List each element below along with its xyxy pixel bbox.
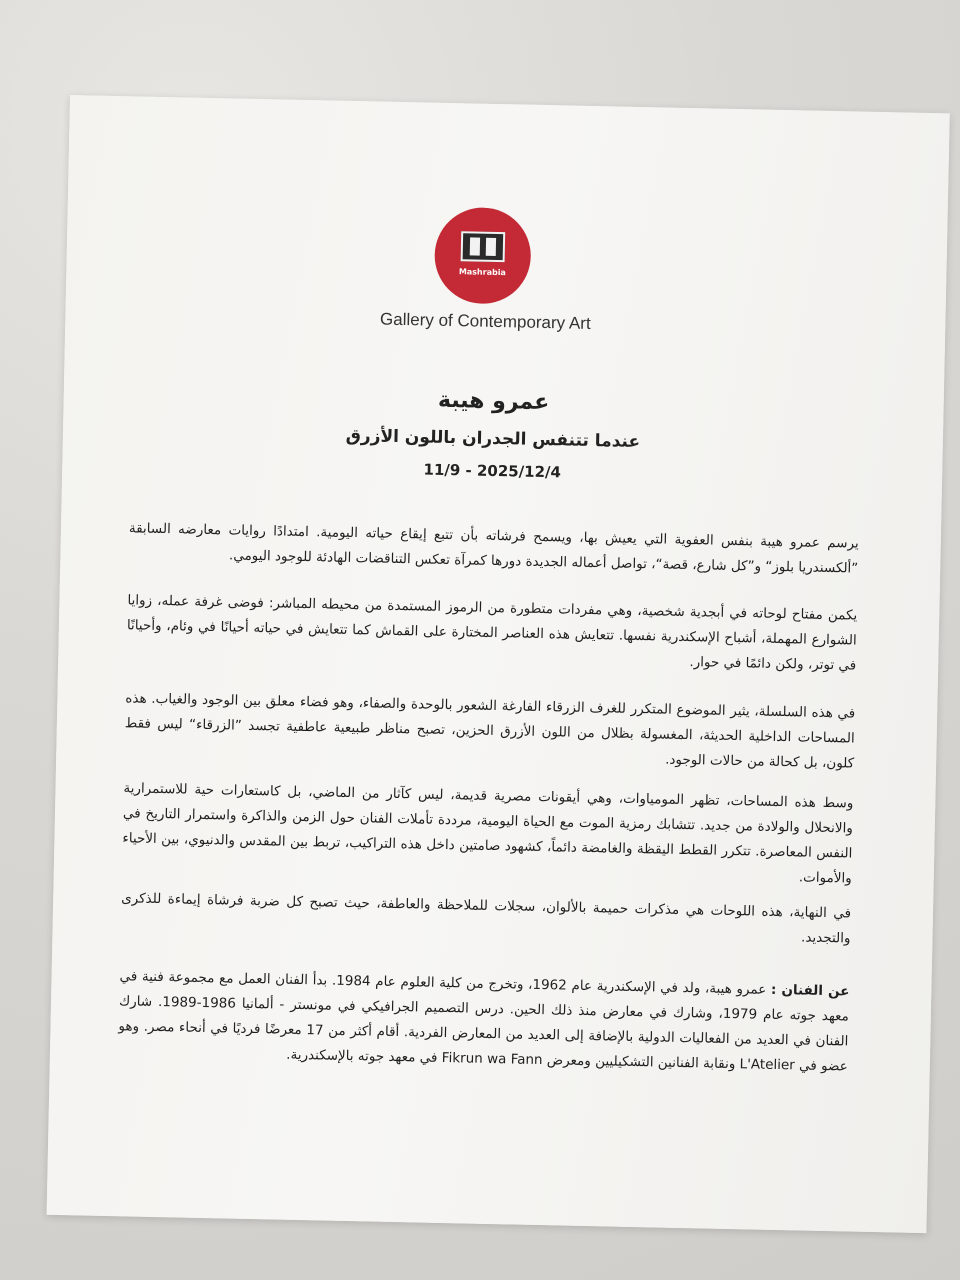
- exhibition-dates: 11/9 - 2025/12/4: [423, 460, 562, 482]
- about-artist: [118, 964, 850, 1079]
- about-label: عن الفنان :: [770, 981, 850, 1000]
- gallery-name: Gallery of Contemporary Art: [379, 309, 591, 333]
- exhibition-title: عندما تتنفس الجدران باللون الأزرق: [345, 425, 641, 453]
- logo-text: Mashrabia: [458, 267, 506, 278]
- about-text: عمرو هيبة، ولد في الإسكندرية عام 1962، وتخرج من كلية العلوم عام 1984. بدأ الفنان العمل مع مجموعة فنية في معهد جوته عام 1979، وشارك في معارض منذ ذلك الحين. درس التصميم الجرافيكي في مونستر - ألمانيا 1986-1989. شارك الفنان في العديد من الفعاليات الدولية بالإضافة إلى العديد من المعارض الفردية. أقام أكثر من 17 معرضًا فرديًا في أنحاء مصر. وهو عضو في L'Atelier ونقابة الفنانين التشكيليين ومعرض Fikrun wa Fann في معهد جوته بالإسكندرية.: [118, 968, 850, 1075]
- exhibition-sheet: [47, 95, 950, 1233]
- paragraph-intro: يرسم عمرو هيبة بنفس العفوية التي يعيش بها، ويسمح فرشاته بأن تتبع إيقاع حياته اليومية. امتدادًا روايات معارضه السابقة ”ألكسندريا بلوز“ و”كل شارع، قصة“، تواصل أعماله الجديدة دورها كمرآة تعكس التناقضات الهادئة للوجود اليومي.: [128, 520, 859, 577]
- paragraph-conclusion: في النهاية، هذه اللوحات هي مذكرات حميمة بالألوان، سجلات للملاحظة والعاطفة، حيث تصبح كل ضربة فرشاة إيماءة للذكرى والتجديد.: [121, 890, 852, 947]
- paragraph-blue-rooms: في هذه السلسلة، يثير الموضوع المتكرر للغرف الزرقاء الفارغة الشعور بالوحدة والصفاء، وهو فضاء معلق بين الوجود والغياب. هذه المساحات الداخلية الحديثة، المغسولة بظلال من اللون الأزرق الحزين، تصبح مناظر طبيعية عاطفية تجسد ”الزرقاء“ ليس فقط كلون، بل كحالة من حالات الوجود.: [124, 690, 856, 772]
- artist-name: عمرو هيبة: [437, 387, 550, 416]
- gallery-logo: [434, 207, 532, 305]
- paragraph-mummies: وسط هذه المساحات، تظهر المومياوات، وهي أيقونات مصرية قديمة، ليس كآثار من الماضي، بل كاستعارات حية للاستمرارية والانحلال والولادة من جديد. تتشابك رمزية الموت مع الحياة اليومية، مرددة تأملات الفنان حول الزمن والذاكرة واستمرار التاريخ في النفس المعاصرة. تتكرر القطط اليقظة والغامضة دائماً، كشهود صامتين داخل هذه التراكيب، تربط بين المقدس والدنيوي، بين الأحياء والأموات.: [122, 780, 854, 887]
- paragraph-alphabet: يكمن مفتاح لوحاته في أبجدية شخصية، وهي مفردات متطورة من الرموز المستمدة من محيطه المباشر: فوضى غرفة عمله، زوايا الشوارع المهملة، أشباح الإسكندرية نفسها. تتعايش هذه العناصر المختارة على القماش كما تتعايش في حياته أحيانًا في وئام، وأحيانًا في توتر، ولكن دائمًا في حوار.: [126, 592, 858, 674]
- logo-emblem: [461, 231, 506, 262]
